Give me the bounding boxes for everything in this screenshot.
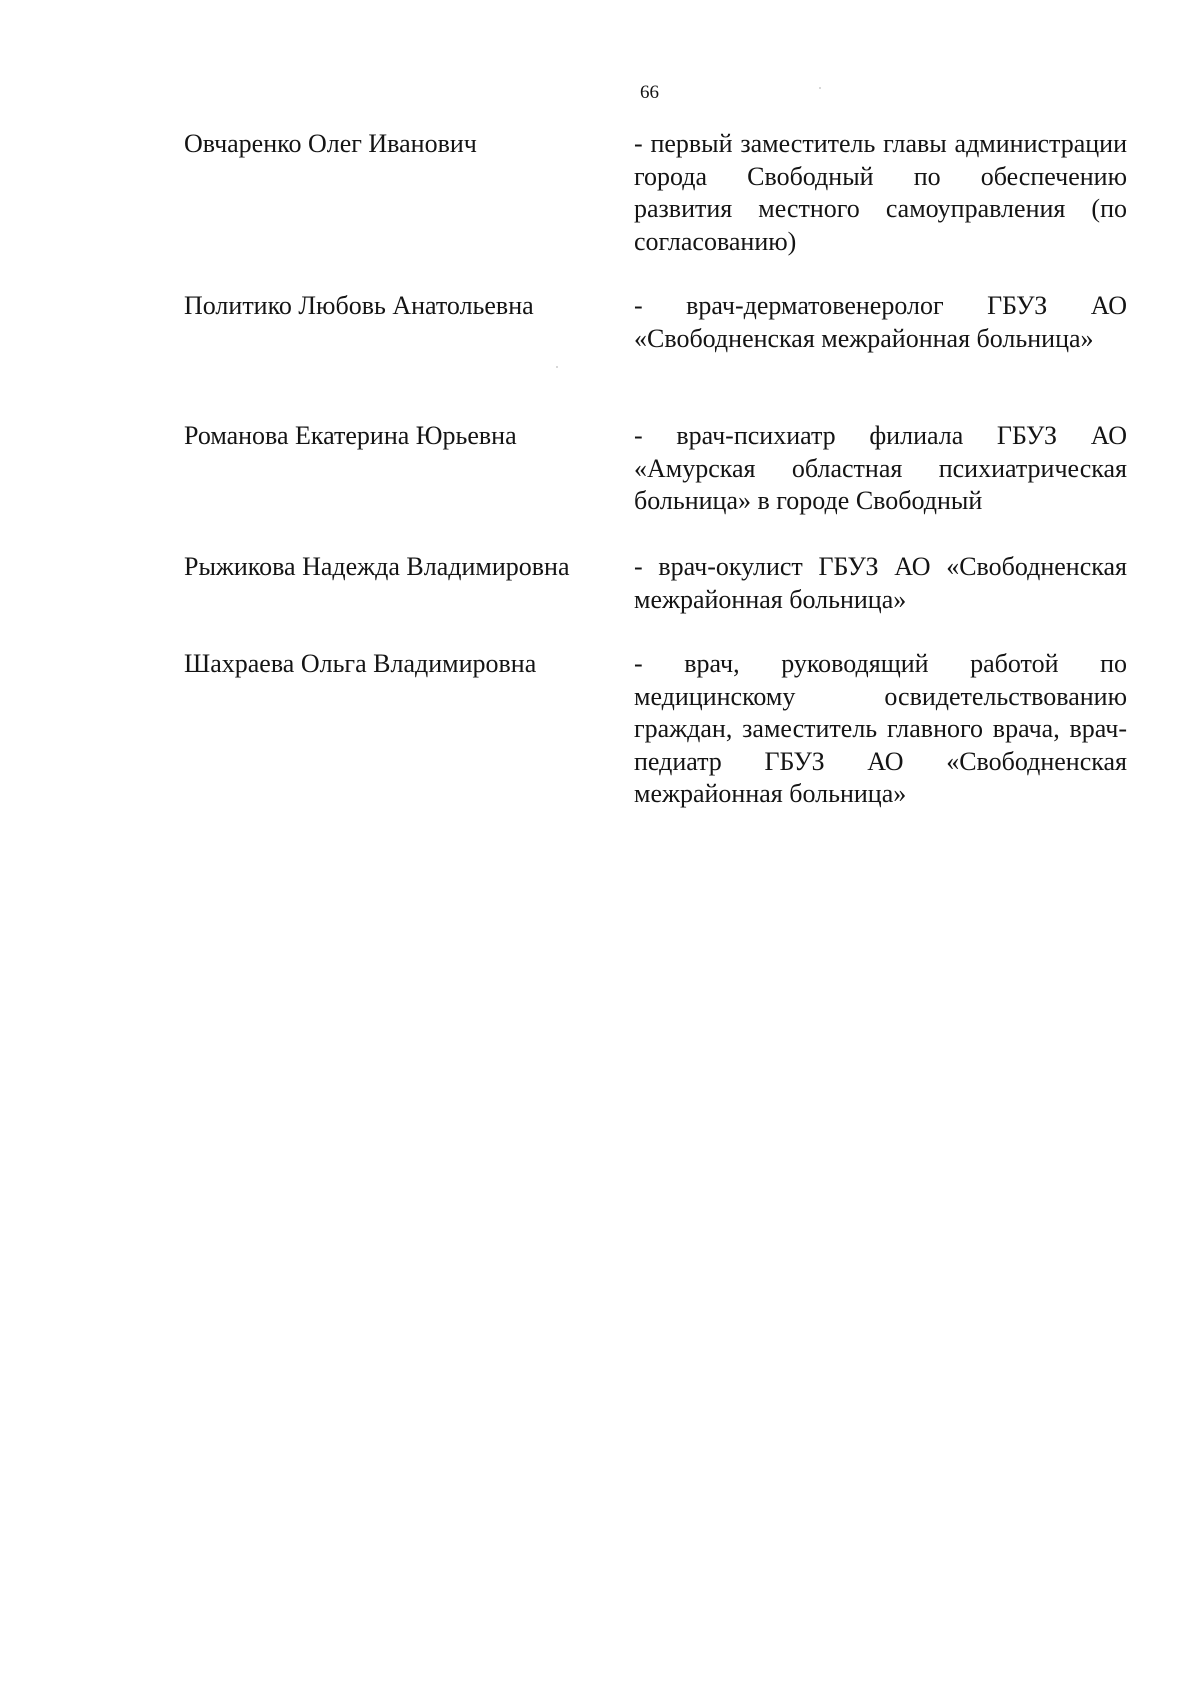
member-role: - врач-окулист ГБУЗ АО «Свободненская межрайонная больница» [634,552,1127,614]
member-name: Политико Любовь Анатольевна [184,291,534,320]
member-name: Шахраева Ольга Владимировна [184,649,537,678]
page-number: 66 [640,82,659,103]
member-role: - врач-дерматовенеролог ГБУЗ АО «Свободненская межрайонная больница» [634,291,1127,353]
member-role: - врач, руководящий работой по медицинскому освидетельствованию граждан, заместитель главного врача, врач-педиатр ГБУЗ АО «Свободненская межрайонная больница» [634,649,1127,808]
member-name: Романова Екатерина Юрьевна [184,421,517,450]
member-name: Овчаренко Олег Иванович [184,129,477,158]
scan-artifact [556,366,558,368]
member-name: Рыжикова Надежда Владимировна [184,552,570,581]
member-role: - врач-психиатр филиала ГБУЗ АО «Амурская областная психиатрическая больница» в городе Свободный [634,421,1127,515]
member-role: - первый заместитель главы администрации города Свободный по обеспечению развития местного самоуправления (по согласованию) [634,129,1127,256]
scan-artifact [819,87,821,89]
